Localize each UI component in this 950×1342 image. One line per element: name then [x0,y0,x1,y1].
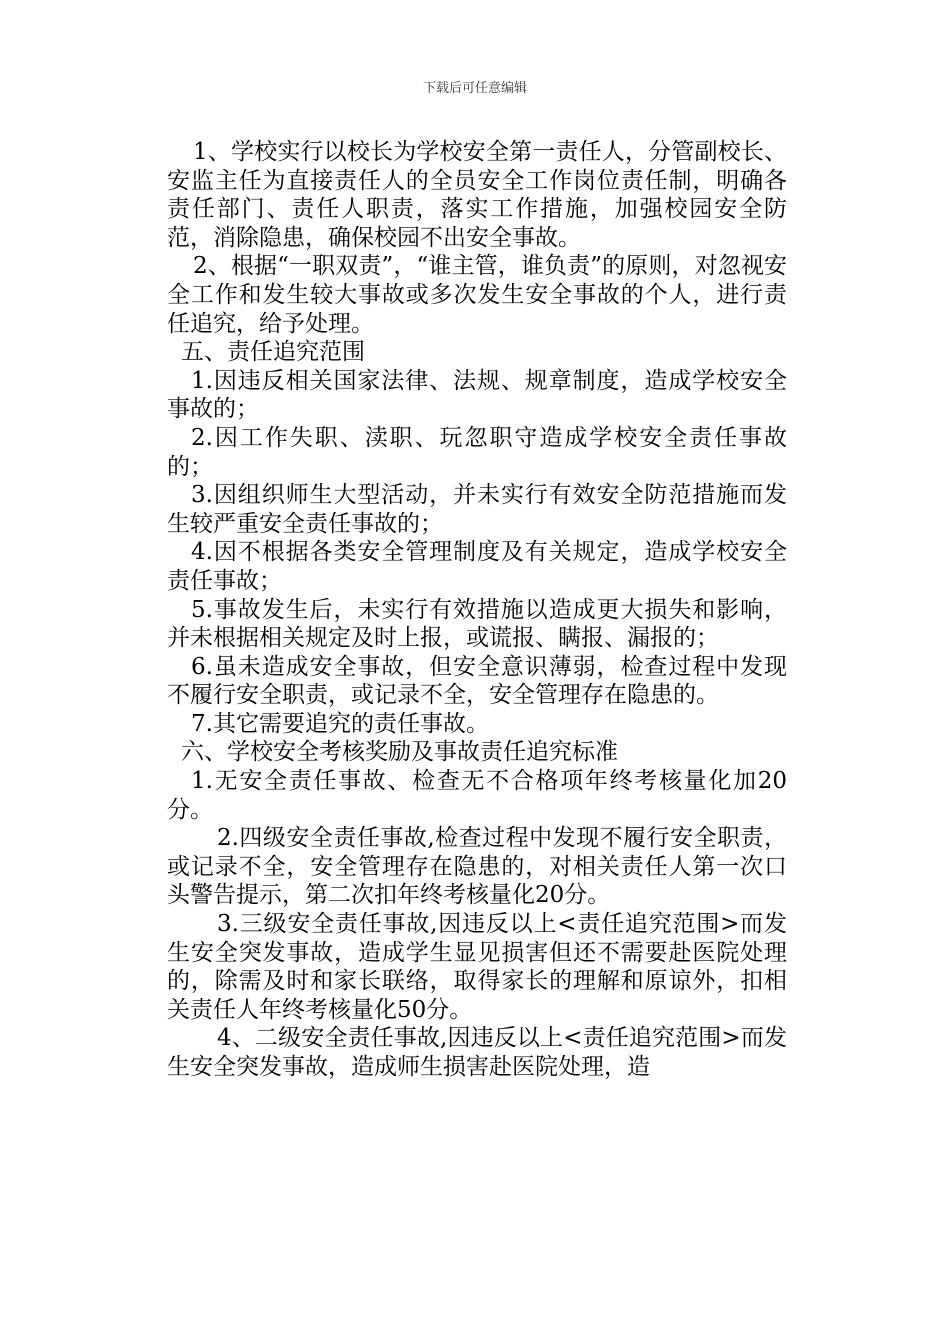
paragraph-scope-1: 1.因违反相关国家法律、法规、规章制度，造成学校安全事故的； [167,367,787,423]
paragraph-1: 1、学校实行以校长为学校安全第一责任人，分管副校长、安监主任为直接责任人的全员安全工作岗位责任制，明确各责任部门、责任人职责，落实工作措施，加强校园安全防范，消除隐患，确保校园不出安全事故。 [167,139,787,251]
paragraph-scope-7: 7.其它需要追究的责任事故。 [191,710,489,737]
section-heading-6: 六、学校安全考核奖励及事故责任追究标准 [181,739,618,766]
section-heading-5: 五、责任追究范围 [181,339,365,366]
paragraph-standard-3: 3.三级安全责任事故,因违反以上<责任追究范围>而发生安全突发事故，造成学生显见损害但还不需要赴医院处理的，除需及时和家长联络，取得家长的理解和原谅外，扣相关责任人年终考核量化50分。 [167,911,787,1023]
paragraph-2: 2、根据“一职双责”，“谁主管，谁负责”的原则，对忽视安全工作和发生较大事故或多次发生安全事故的个人，进行责任追究，给予处理。 [167,253,787,337]
page-header: 下载后可任意编辑 [422,81,527,96]
paragraph-scope-6: 6.虽未造成安全事故，但安全意识薄弱，检查过程中发现不履行安全职责，或记录不全，安全管理存在隐患的。 [167,653,787,709]
paragraph-standard-2: 2.四级安全责任事故,检查过程中发现不履行安全职责，或记录不全，安全管理存在隐患的，对相关责任人第一次口头警告提示，第二次扣年终考核量化20分。 [167,825,787,909]
paragraph-scope-3: 3.因组织师生大型活动，并未实行有效安全防范措施而发生较严重安全责任事故的； [167,482,787,537]
paragraph-scope-2: 2.因工作失职、渎职、玩忽职守造成学校安全责任事故的； [167,424,787,480]
paragraph-standard-4: 4、二级安全责任事故,因违反以上<责任追究范围>而发生安全突发事故，造成师生损害赴医院处理，造 [167,1025,787,1080]
paragraph-standard-1: 1.无安全责任事故、检查无不合格项年终考核量化加20分。 [167,768,787,823]
paragraph-scope-4: 4.因不根据各类安全管理制度及有关规定，造成学校安全责任事故； [167,539,787,594]
paragraph-scope-5: 5.事故发生后，未实行有效措施以造成更大损失和影响，并未根据相关规定及时上报，或谎报、瞒报、漏报的； [167,596,787,652]
document-body [167,138,787,1082]
